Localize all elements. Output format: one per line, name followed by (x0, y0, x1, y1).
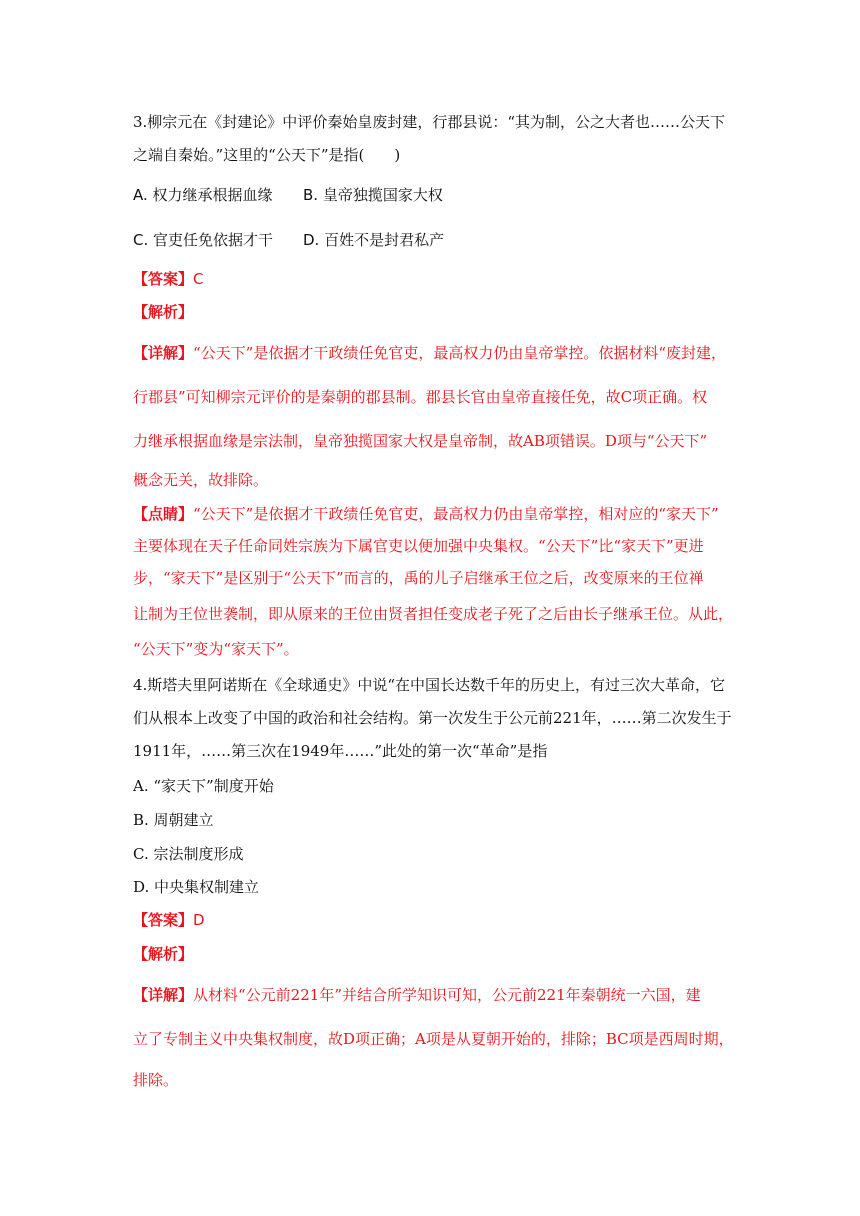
q3-comment-line-1 (133, 504, 733, 524)
q3-options-row-2 (133, 230, 733, 250)
q3-comment-line-5: “公天下”变为“家天下”。 (133, 640, 299, 658)
q3-option-a: A. 权力继承根据血缘 (133, 186, 273, 204)
detail-tag: 【详解】 (133, 986, 194, 1004)
q4-option-b: B. 周朝建立 (133, 811, 214, 829)
q4-detail-line-3: 排除。 (133, 1071, 179, 1089)
q4-option-a: A. “家天下”制度开始 (133, 777, 274, 795)
answer-tag: 【答案】 (133, 270, 194, 288)
q3-analysis-tag: 【解析】 (133, 303, 194, 321)
q4-stem-line-1: 4.斯塔夫里阿诺斯在《全球通史》中说“在中国长达数千年的历史上，有过三次大革命，它 (133, 676, 725, 694)
detail-text: “公天下”是依据才干政绩任免官吏，最高权力仍由皇帝掌控。依据材料“废封建， (193, 344, 727, 362)
q4-detail-line-1 (133, 985, 733, 1005)
q4-option-d: D. 中央集权制建立 (133, 878, 260, 896)
q3-comment-line-4: 让制为王位世袭制，即从原来的王位由贤者担任变成老子死了之后由长子继承王位。从此， (133, 605, 734, 623)
q3-stem-line-1: 3.柳宗元在《封建论》中评价秦始皇废封建，行郡县说：“其为制，公之大者也……公天下 (133, 113, 725, 131)
detail-tag: 【详解】 (133, 344, 194, 362)
q3-option-c: C. 官吏任免依据才干 (133, 231, 274, 249)
q3-detail-line-3: 力继承根据血缘是宗法制，皇帝独揽国家大权是皇帝制，故AB项错误。D项与“公天下” (133, 432, 708, 450)
q4-answer (133, 910, 733, 930)
answer-tag: 【答案】 (133, 911, 194, 929)
detail-text: 从材料“公元前221年”并结合所学知识可知，公元前221年秦朝统一六国，建 (193, 986, 701, 1004)
q4-analysis-tag: 【解析】 (133, 945, 194, 963)
q3-option-b: B. 皇帝独揽国家大权 (303, 186, 443, 204)
q3-detail-line-4: 概念无关，故排除。 (133, 471, 269, 489)
q3-option-d: D. 百姓不是封君私产 (303, 231, 445, 249)
q4-detail-line-2: 立了专制主义中央集权制度，故D项正确；A项是从夏朝开始的，排除；BC项是西周时期， (133, 1030, 734, 1048)
comment-text: “公天下”是依据才干政绩任免官吏，最高权力仍由皇帝掌控，相对应的“家天下” (193, 505, 719, 523)
answer-value: D (193, 911, 205, 929)
answer-value: C (193, 270, 204, 288)
q4-stem-line-3: 1911年，……第三次在1949年……”此处的第一次“革命”是指 (133, 742, 548, 760)
q4-option-c: C. 宗法制度形成 (133, 845, 244, 863)
q3-detail-line-2: 行郡县”可知柳宗元评价的是秦朝的郡县制。郡县长官由皇帝直接任免，故C项正确。权 (133, 388, 708, 406)
q3-detail-line-1 (133, 343, 733, 363)
q3-stem-line-2: 之端自秦始。”这里的“公天下”是指( ) (133, 146, 401, 164)
q4-stem-line-2: 们从根本上改变了中国的政治和社会结构。第一次发生于公元前221年，……第二次发生于 (133, 709, 732, 727)
q3-comment-line-3: 步，“家天下”是区别于“公天下”而言的，禹的儿子启继承王位之后，改变原来的王位禅 (133, 569, 704, 587)
q3-options-row-1 (133, 185, 733, 205)
q3-answer (133, 269, 733, 289)
q3-comment-line-2: 主要体现在天子任命同姓宗族为下属官吏以便加强中央集权。“公天下”比“家天下”更进 (133, 537, 704, 555)
comment-tag: 【点睛】 (133, 505, 194, 523)
